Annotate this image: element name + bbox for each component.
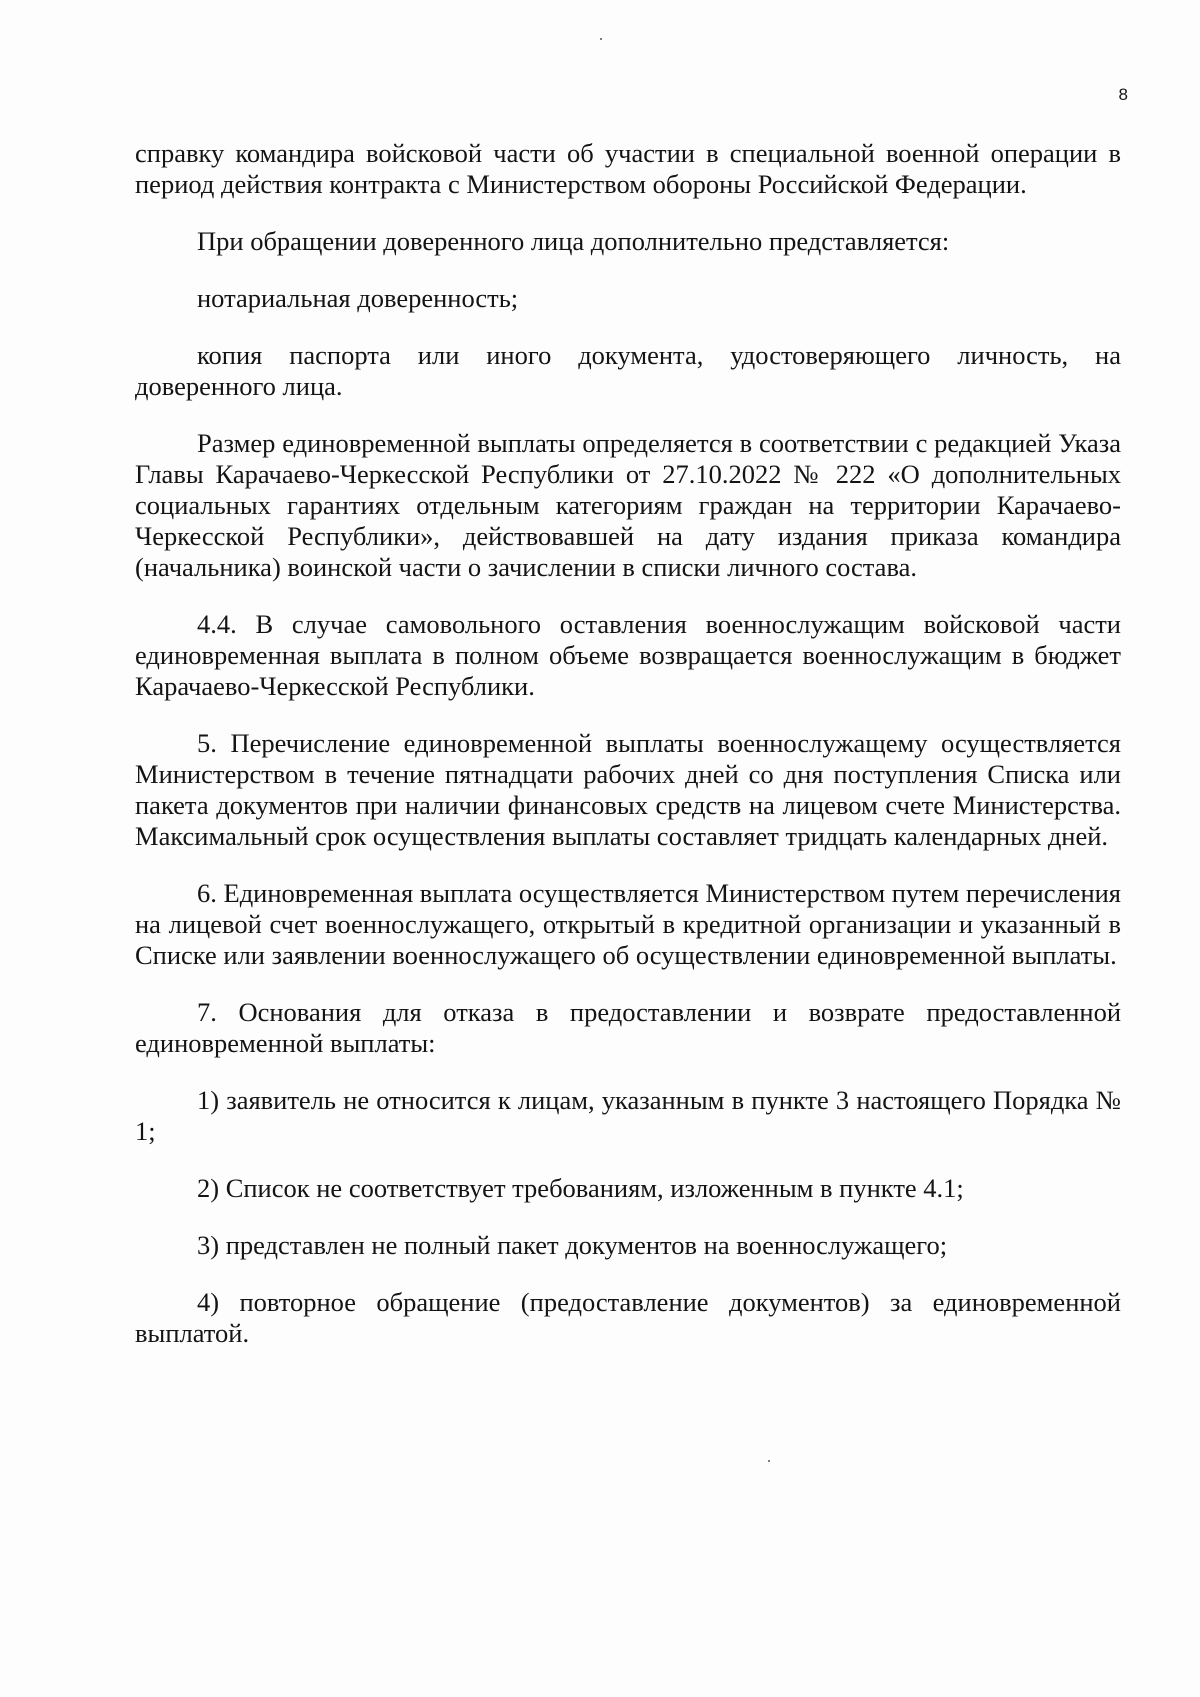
list-item-refusal-3: 3) представлен не полный пакет документов на военнослужащего; — [197, 1230, 948, 1260]
list-item-refusal-1: 1) заявитель не относится к лицам, указанным в пункте 3 настоящего Порядка № 1; — [135, 1085, 1121, 1146]
scan-speck — [600, 38, 602, 40]
list-item-refusal-2: 2) Список не соответствует требованиям, изложенным в пункте 4.1; — [197, 1173, 964, 1203]
paragraph-passport-copy: копия паспорта или иного документа, удостоверяющего личность, на доверенного лица. — [135, 340, 1121, 401]
list-item-refusal-4: 4) повторное обращение (предоставление документов) за единовременной выплатой. — [135, 1287, 1121, 1348]
paragraph-trustee-intro: При обращении доверенного лица дополнительно представляется: — [197, 226, 950, 256]
document-body — [135, 138, 1121, 1375]
paragraph-4-4: 4.4. В случае самовольного оставления военнослужащим войсковой части единовременная выплата в полном объеме возвращается военнослужащим в бюджет Карачаево-Черкесской Республики. — [135, 609, 1121, 701]
paragraph-5: 5. Перечисление единовременной выплаты военнослужащему осуществляется Министерством в течение пятнадцати рабочих дней со дня поступления Списка или пакета документов при наличии финансовых средств на лицевом счете Министерства. Максимальный срок осуществления выплаты составляет тридцать календарных дней. — [135, 728, 1121, 851]
paragraph-payment-amount: Размер единовременной выплаты определяется в соответствии с редакцией Указа Главы Карачаево-Черкесской Республики от 27.10.2022 № 222 «О дополнительных социальных гарантиях отдельным категориям граждан на территории Карачаево-Черкесской Республики», действовавшей на дату издания приказа командира (начальника) воинской части о зачислении в списки личного состава. — [135, 428, 1121, 582]
paragraph-notarial-power: нотариальная доверенность; — [197, 283, 519, 313]
paragraph-6: 6. Единовременная выплата осуществляется Министерством путем перечисления на лицевой счет военнослужащего, открытый в кредитной организации и указанный в Списке или заявлении военнослужащего об осуществлении единовременной выплаты. — [135, 878, 1121, 970]
page-number: 8 — [1118, 85, 1128, 104]
paragraph-certificate-continuation: справку командира войсковой части об участии в специальной военной операции в период действия контракта с Министерством обороны Российской Федерации. — [135, 138, 1121, 199]
paragraph-7: 7. Основания для отказа в предоставлении и возврате предоставленной единовременной выплаты: — [135, 997, 1121, 1058]
scan-speck — [768, 1460, 770, 1462]
